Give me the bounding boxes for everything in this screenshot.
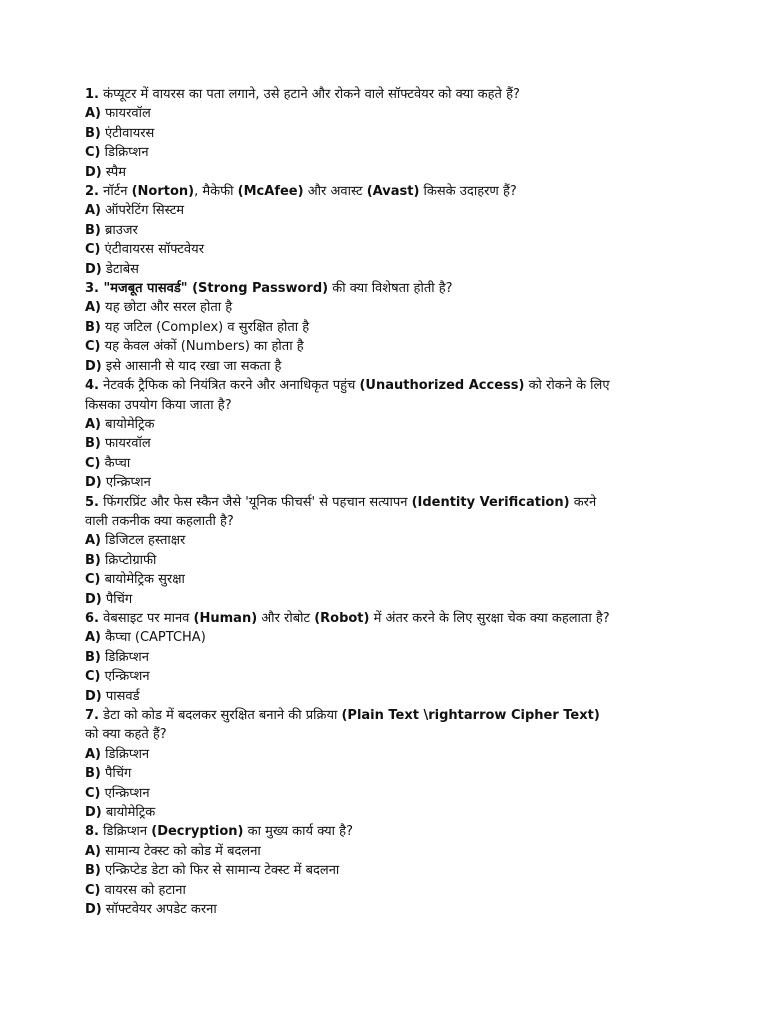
option-text: यह छोटा और सरल होता है: [101, 300, 233, 316]
question-segment: में अंतर करने के लिए सुरक्षा चेक क्या कहलाता है?: [369, 610, 610, 626]
option-letter: C): [85, 882, 101, 898]
option-text: पासवर्ड: [101, 688, 140, 704]
question-segment-bold: (Identity Verification): [411, 494, 570, 510]
question-1: [85, 85, 615, 182]
option-letter: D): [85, 261, 102, 277]
option-b: [85, 434, 615, 453]
option-b: [85, 764, 615, 783]
option-letter: C): [85, 339, 101, 355]
question-number: 2.: [85, 184, 99, 200]
option-text: बायोमेट्रिक: [101, 416, 155, 432]
option-c: [85, 784, 615, 803]
option-text: एंटीवायरस: [100, 125, 155, 141]
option-text: ऑपरेटिंग सिस्टम: [101, 203, 185, 219]
option-d: [85, 260, 615, 279]
question-text: [85, 85, 615, 104]
option-a: [85, 531, 615, 550]
option-text: ब्राउजर: [100, 222, 138, 238]
question-8: [85, 822, 615, 919]
option-text: क्रिप्टोग्राफी: [100, 552, 157, 568]
option-a: [85, 201, 615, 220]
option-text: डेटाबेस: [101, 261, 139, 277]
option-a: [85, 745, 615, 764]
question-segment-bold: (Human): [193, 610, 258, 626]
question-segment: वेबसाइट पर मानव: [98, 610, 194, 626]
option-d: [85, 803, 615, 822]
question-text: [85, 376, 615, 415]
option-letter: B): [85, 766, 101, 782]
option-letter: A): [85, 746, 102, 762]
option-text: सामान्य टेक्स्ट को कोड में बदलना: [101, 843, 261, 859]
option-d: [85, 900, 615, 919]
option-text: बायोमेट्रिक सुरक्षा: [100, 572, 185, 588]
option-letter: A): [85, 203, 102, 219]
option-c: [85, 337, 615, 356]
question-segment: डेटा को कोड में बदलकर सुरक्षित बनाने की प्रक्रिया: [98, 708, 342, 723]
option-text: एन्क्रिप्शन: [100, 669, 150, 685]
option-letter: B): [85, 552, 101, 568]
option-letter: C): [85, 145, 101, 161]
option-text: फायरवॉल: [100, 436, 151, 452]
question-4: [85, 376, 615, 492]
question-segment-bold: "मजबूत पासवर्ड": [98, 281, 193, 297]
option-text: कैप्चा: [100, 455, 131, 471]
question-number: 8.: [85, 824, 99, 840]
option-text: पैचिंग: [101, 591, 133, 607]
question-number: 4.: [85, 378, 99, 394]
option-text: एन्क्रिप्शन: [100, 785, 150, 801]
option-text: एंटीवायरस सॉफ्टवेयर: [100, 242, 205, 258]
option-letter: D): [85, 805, 102, 821]
question-segment: को क्या कहते हैं?: [85, 727, 167, 743]
quiz-document: [85, 85, 615, 919]
question-segment-bold: (Decryption): [151, 824, 244, 840]
option-text: वायरस को हटाना: [100, 882, 186, 898]
option-a: [85, 104, 615, 123]
option-letter: B): [85, 125, 101, 141]
option-b: [85, 318, 615, 337]
question-6: [85, 609, 615, 706]
option-letter: C): [85, 785, 101, 801]
option-b: [85, 861, 615, 880]
option-a: [85, 298, 615, 317]
question-segment-bold: (Norton): [131, 184, 195, 200]
option-letter: B): [85, 649, 101, 665]
option-text: एन्क्रिप्शन: [101, 475, 151, 491]
option-letter: B): [85, 436, 101, 452]
option-text: यह जटिल (Complex) व सुरक्षित होता है: [100, 319, 310, 335]
option-letter: D): [85, 164, 102, 180]
option-a: [85, 842, 615, 861]
option-text: डिजिटल हस्ताक्षर: [101, 533, 186, 549]
option-a: [85, 628, 615, 647]
option-letter: A): [85, 106, 102, 122]
question-segment: को रोकने के लिए किसका उपयोग किया जाता है?: [85, 378, 610, 413]
question-text: [85, 822, 615, 841]
question-segment-bold: (Unauthorized Access): [359, 378, 525, 394]
option-letter: D): [85, 591, 102, 607]
option-letter: C): [85, 455, 101, 471]
question-segment: और रोबोट: [257, 610, 315, 626]
question-text: [85, 182, 615, 201]
option-d: [85, 357, 615, 376]
question-segment-bold: (Plain Text \rightarrow Cipher Text): [341, 708, 600, 723]
option-letter: B): [85, 863, 101, 879]
option-c: [85, 240, 615, 259]
question-segment: डिक्रिप्शन: [98, 824, 152, 840]
option-d: [85, 163, 615, 182]
option-text: स्पैम: [101, 164, 127, 180]
option-a: [85, 415, 615, 434]
question-5: [85, 493, 615, 609]
option-d: [85, 687, 615, 706]
option-letter: A): [85, 300, 102, 316]
option-c: [85, 143, 615, 162]
option-letter: A): [85, 630, 102, 646]
option-b: [85, 221, 615, 240]
option-text: यह केवल अंकों (Numbers) का होता है: [100, 339, 304, 355]
option-text: कैप्चा (CAPTCHA): [101, 630, 206, 646]
option-letter: B): [85, 222, 101, 238]
option-d: [85, 590, 615, 609]
option-letter: C): [85, 572, 101, 588]
option-text: बायोमेट्रिक: [101, 805, 156, 821]
question-2: [85, 182, 615, 279]
question-text: [85, 279, 615, 298]
question-7: [85, 706, 615, 822]
option-text: इसे आसानी से याद रखा जा सकता है: [101, 358, 282, 374]
question-number: 1.: [85, 87, 99, 102]
option-letter: D): [85, 358, 102, 374]
option-text: फायरवॉल: [101, 106, 151, 122]
option-letter: A): [85, 416, 102, 432]
option-letter: A): [85, 533, 102, 549]
question-text: [85, 609, 615, 628]
option-text: डिक्रिप्शन: [100, 145, 149, 161]
question-number: 6.: [85, 610, 99, 626]
option-letter: D): [85, 475, 102, 491]
question-segment-bold: (McAfee): [237, 184, 304, 200]
question-segment-bold: (Avast): [366, 184, 420, 200]
question-number: 7.: [85, 708, 99, 723]
option-b: [85, 124, 615, 143]
option-d: [85, 473, 615, 492]
question-segment: का मुख्य कार्य क्या है?: [243, 824, 353, 840]
option-letter: B): [85, 319, 101, 335]
question-segment: फिंगरप्रिंट और फेस स्कैन जैसे 'यूनिक फीचर्स' से पहचान सत्यापन: [98, 494, 412, 510]
question-segment-bold: (Robot): [314, 610, 370, 626]
question-number: 5.: [85, 494, 99, 510]
question-text: [85, 493, 615, 532]
question-segment: और अवास्ट: [303, 184, 367, 200]
option-text: डिक्रिप्शन: [100, 649, 149, 665]
option-c: [85, 454, 615, 473]
option-c: [85, 570, 615, 589]
question-segment: करने वाली तकनीक क्या कहलाती है?: [85, 494, 597, 529]
option-letter: A): [85, 843, 102, 859]
option-c: [85, 667, 615, 686]
option-letter: D): [85, 902, 102, 918]
option-letter: C): [85, 242, 101, 258]
option-text: पैचिंग: [100, 766, 132, 782]
question-segment: किसके उदाहरण हैं?: [419, 184, 517, 200]
option-b: [85, 551, 615, 570]
option-letter: C): [85, 669, 101, 685]
option-c: [85, 881, 615, 900]
question-segment-bold: (Strong Password): [192, 281, 329, 297]
question-segment: कंप्यूटर में वायरस का पता लगाने, उसे हटाने और रोकने वाले सॉफ्टवेयर को क्या कहते हैं?: [98, 87, 520, 102]
option-b: [85, 648, 615, 667]
question-3: [85, 279, 615, 376]
option-text: सॉफ्टवेयर अपडेट करना: [101, 902, 217, 918]
question-text: [85, 706, 615, 745]
option-text: डिक्रिप्शन: [101, 746, 150, 762]
question-segment: , मैकेफी: [194, 184, 238, 200]
question-segment: नॉर्टन: [98, 184, 132, 200]
question-number: 3.: [85, 281, 99, 297]
question-segment: नेटवर्क ट्रैफिक को नियंत्रित करने और अनाधिकृत पहुंच: [98, 378, 360, 394]
option-letter: D): [85, 688, 102, 704]
question-segment: की क्या विशेषता होती है?: [328, 281, 453, 297]
option-text: एन्क्रिप्टेड डेटा को फिर से सामान्य टेक्स्ट में बदलना: [100, 863, 340, 879]
